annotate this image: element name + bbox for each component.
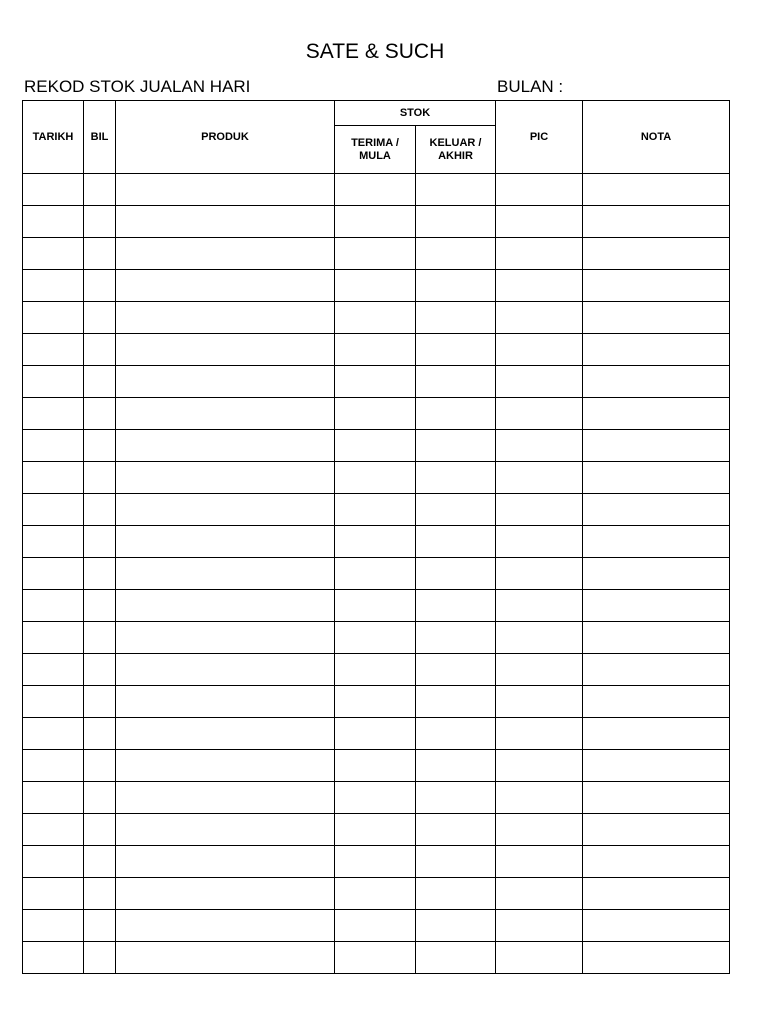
record-subtitle: REKOD STOK JUALAN HARI: [24, 77, 251, 96]
table-body: [23, 174, 730, 974]
cell-keluar-akhir: [416, 718, 496, 750]
cell-tarikh: [23, 622, 84, 654]
cell-bil: [84, 270, 116, 302]
table-row: [23, 526, 730, 558]
header-stok: STOK: [335, 101, 496, 126]
cell-pic: [496, 494, 583, 526]
cell-pic: [496, 558, 583, 590]
cell-produk: [116, 366, 335, 398]
cell-bil: [84, 334, 116, 366]
cell-pic: [496, 654, 583, 686]
cell-terima-mula: [335, 334, 416, 366]
cell-bil: [84, 910, 116, 942]
cell-keluar-akhir: [416, 910, 496, 942]
cell-terima-mula: [335, 270, 416, 302]
cell-nota: [583, 686, 730, 718]
cell-bil: [84, 430, 116, 462]
cell-pic: [496, 590, 583, 622]
cell-tarikh: [23, 878, 84, 910]
cell-bil: [84, 366, 116, 398]
cell-terima-mula: [335, 782, 416, 814]
table-row: [23, 174, 730, 206]
cell-nota: [583, 910, 730, 942]
cell-nota: [583, 814, 730, 846]
cell-produk: [116, 558, 335, 590]
cell-pic: [496, 846, 583, 878]
cell-tarikh: [23, 238, 84, 270]
cell-bil: [84, 206, 116, 238]
cell-terima-mula: [335, 590, 416, 622]
cell-terima-mula: [335, 494, 416, 526]
cell-keluar-akhir: [416, 878, 496, 910]
cell-nota: [583, 174, 730, 206]
cell-produk: [116, 686, 335, 718]
document-title: SATE & SUCH: [305, 40, 445, 63]
cell-terima-mula: [335, 750, 416, 782]
header-terima-line2: MULA: [359, 149, 391, 162]
table-row: [23, 654, 730, 686]
cell-produk: [116, 270, 335, 302]
cell-produk: [116, 654, 335, 686]
cell-bil: [84, 174, 116, 206]
cell-nota: [583, 494, 730, 526]
cell-tarikh: [23, 686, 84, 718]
cell-terima-mula: [335, 526, 416, 558]
cell-pic: [496, 878, 583, 910]
cell-pic: [496, 782, 583, 814]
cell-tarikh: [23, 590, 84, 622]
cell-produk: [116, 878, 335, 910]
table-row: [23, 750, 730, 782]
cell-bil: [84, 238, 116, 270]
table-row: [23, 302, 730, 334]
cell-nota: [583, 526, 730, 558]
cell-terima-mula: [335, 814, 416, 846]
cell-keluar-akhir: [416, 494, 496, 526]
cell-keluar-akhir: [416, 654, 496, 686]
cell-tarikh: [23, 334, 84, 366]
cell-nota: [583, 238, 730, 270]
cell-bil: [84, 686, 116, 718]
table-row: [23, 846, 730, 878]
cell-nota: [583, 462, 730, 494]
table-row: [23, 910, 730, 942]
table-row: [23, 558, 730, 590]
table-row: [23, 718, 730, 750]
cell-tarikh: [23, 526, 84, 558]
cell-tarikh: [23, 814, 84, 846]
cell-keluar-akhir: [416, 558, 496, 590]
cell-bil: [84, 846, 116, 878]
cell-keluar-akhir: [416, 750, 496, 782]
cell-keluar-akhir: [416, 206, 496, 238]
cell-tarikh: [23, 654, 84, 686]
cell-produk: [116, 462, 335, 494]
cell-pic: [496, 238, 583, 270]
table-row: [23, 430, 730, 462]
cell-pic: [496, 686, 583, 718]
table-row: [23, 686, 730, 718]
cell-pic: [496, 718, 583, 750]
cell-nota: [583, 558, 730, 590]
cell-bil: [84, 878, 116, 910]
cell-pic: [496, 174, 583, 206]
cell-produk: [116, 622, 335, 654]
cell-produk: [116, 750, 335, 782]
cell-nota: [583, 878, 730, 910]
cell-bil: [84, 750, 116, 782]
cell-bil: [84, 398, 116, 430]
table-row: [23, 334, 730, 366]
cell-keluar-akhir: [416, 622, 496, 654]
cell-pic: [496, 910, 583, 942]
cell-produk: [116, 302, 335, 334]
cell-pic: [496, 270, 583, 302]
cell-tarikh: [23, 398, 84, 430]
cell-bil: [84, 782, 116, 814]
cell-tarikh: [23, 206, 84, 238]
cell-tarikh: [23, 366, 84, 398]
cell-terima-mula: [335, 910, 416, 942]
cell-nota: [583, 270, 730, 302]
cell-terima-mula: [335, 238, 416, 270]
cell-nota: [583, 334, 730, 366]
cell-nota: [583, 206, 730, 238]
table-row: [23, 366, 730, 398]
cell-tarikh: [23, 430, 84, 462]
cell-tarikh: [23, 462, 84, 494]
cell-keluar-akhir: [416, 846, 496, 878]
cell-bil: [84, 590, 116, 622]
header-nota: NOTA: [583, 101, 730, 174]
table-row: [23, 398, 730, 430]
cell-nota: [583, 590, 730, 622]
cell-terima-mula: [335, 558, 416, 590]
cell-pic: [496, 398, 583, 430]
table-row: [23, 942, 730, 974]
cell-tarikh: [23, 750, 84, 782]
cell-bil: [84, 494, 116, 526]
header-pic: PIC: [496, 101, 583, 174]
cell-produk: [116, 206, 335, 238]
cell-bil: [84, 622, 116, 654]
cell-keluar-akhir: [416, 590, 496, 622]
cell-keluar-akhir: [416, 366, 496, 398]
cell-tarikh: [23, 718, 84, 750]
cell-keluar-akhir: [416, 526, 496, 558]
cell-pic: [496, 334, 583, 366]
cell-pic: [496, 942, 583, 974]
cell-produk: [116, 590, 335, 622]
cell-nota: [583, 942, 730, 974]
cell-produk: [116, 910, 335, 942]
cell-keluar-akhir: [416, 462, 496, 494]
stock-record-table: [22, 100, 730, 974]
cell-terima-mula: [335, 430, 416, 462]
cell-terima-mula: [335, 366, 416, 398]
header-tarikh: TARIKH: [23, 101, 84, 174]
cell-bil: [84, 462, 116, 494]
cell-tarikh: [23, 942, 84, 974]
cell-tarikh: [23, 174, 84, 206]
header-terima-line1: TERIMA /: [351, 136, 399, 149]
cell-nota: [583, 302, 730, 334]
cell-nota: [583, 782, 730, 814]
cell-tarikh: [23, 910, 84, 942]
cell-keluar-akhir: [416, 238, 496, 270]
cell-terima-mula: [335, 718, 416, 750]
cell-bil: [84, 654, 116, 686]
table-row: [23, 238, 730, 270]
cell-nota: [583, 366, 730, 398]
table-row: [23, 462, 730, 494]
table-row: [23, 622, 730, 654]
cell-nota: [583, 430, 730, 462]
cell-terima-mula: [335, 206, 416, 238]
cell-terima-mula: [335, 686, 416, 718]
table-row: [23, 494, 730, 526]
cell-produk: [116, 814, 335, 846]
cell-tarikh: [23, 270, 84, 302]
cell-nota: [583, 622, 730, 654]
cell-terima-mula: [335, 878, 416, 910]
cell-produk: [116, 526, 335, 558]
cell-keluar-akhir: [416, 782, 496, 814]
cell-keluar-akhir: [416, 398, 496, 430]
cell-nota: [583, 398, 730, 430]
cell-tarikh: [23, 558, 84, 590]
table-row: [23, 878, 730, 910]
cell-produk: [116, 846, 335, 878]
cell-pic: [496, 622, 583, 654]
cell-pic: [496, 366, 583, 398]
cell-keluar-akhir: [416, 270, 496, 302]
header-terima-mula: [335, 126, 416, 174]
cell-tarikh: [23, 846, 84, 878]
cell-produk: [116, 942, 335, 974]
cell-produk: [116, 718, 335, 750]
cell-nota: [583, 654, 730, 686]
cell-pic: [496, 302, 583, 334]
cell-nota: [583, 718, 730, 750]
header-keluar-line1: KELUAR /: [429, 136, 482, 149]
cell-keluar-akhir: [416, 174, 496, 206]
cell-produk: [116, 174, 335, 206]
cell-terima-mula: [335, 942, 416, 974]
cell-keluar-akhir: [416, 942, 496, 974]
cell-terima-mula: [335, 462, 416, 494]
table-row: [23, 206, 730, 238]
cell-nota: [583, 846, 730, 878]
cell-produk: [116, 398, 335, 430]
cell-keluar-akhir: [416, 302, 496, 334]
header-produk: PRODUK: [116, 101, 335, 174]
table-row: [23, 270, 730, 302]
cell-bil: [84, 302, 116, 334]
cell-produk: [116, 494, 335, 526]
cell-keluar-akhir: [416, 686, 496, 718]
table-row: [23, 814, 730, 846]
cell-terima-mula: [335, 622, 416, 654]
header-keluar-line2: AKHIR: [438, 149, 473, 162]
cell-pic: [496, 462, 583, 494]
cell-produk: [116, 782, 335, 814]
cell-bil: [84, 814, 116, 846]
cell-terima-mula: [335, 302, 416, 334]
cell-terima-mula: [335, 846, 416, 878]
cell-bil: [84, 942, 116, 974]
cell-bil: [84, 718, 116, 750]
cell-terima-mula: [335, 398, 416, 430]
cell-bil: [84, 558, 116, 590]
cell-pic: [496, 750, 583, 782]
cell-terima-mula: [335, 654, 416, 686]
cell-tarikh: [23, 494, 84, 526]
cell-pic: [496, 206, 583, 238]
cell-keluar-akhir: [416, 334, 496, 366]
cell-produk: [116, 238, 335, 270]
header-keluar-akhir: [416, 126, 496, 174]
cell-tarikh: [23, 782, 84, 814]
cell-keluar-akhir: [416, 814, 496, 846]
cell-produk: [116, 430, 335, 462]
cell-terima-mula: [335, 174, 416, 206]
cell-pic: [496, 430, 583, 462]
cell-keluar-akhir: [416, 430, 496, 462]
month-label: BULAN :: [497, 77, 564, 96]
cell-nota: [583, 750, 730, 782]
cell-bil: [84, 526, 116, 558]
cell-tarikh: [23, 302, 84, 334]
cell-pic: [496, 814, 583, 846]
cell-pic: [496, 526, 583, 558]
header-bil: BIL: [84, 101, 116, 174]
cell-produk: [116, 334, 335, 366]
table-row: [23, 590, 730, 622]
table-row: [23, 782, 730, 814]
